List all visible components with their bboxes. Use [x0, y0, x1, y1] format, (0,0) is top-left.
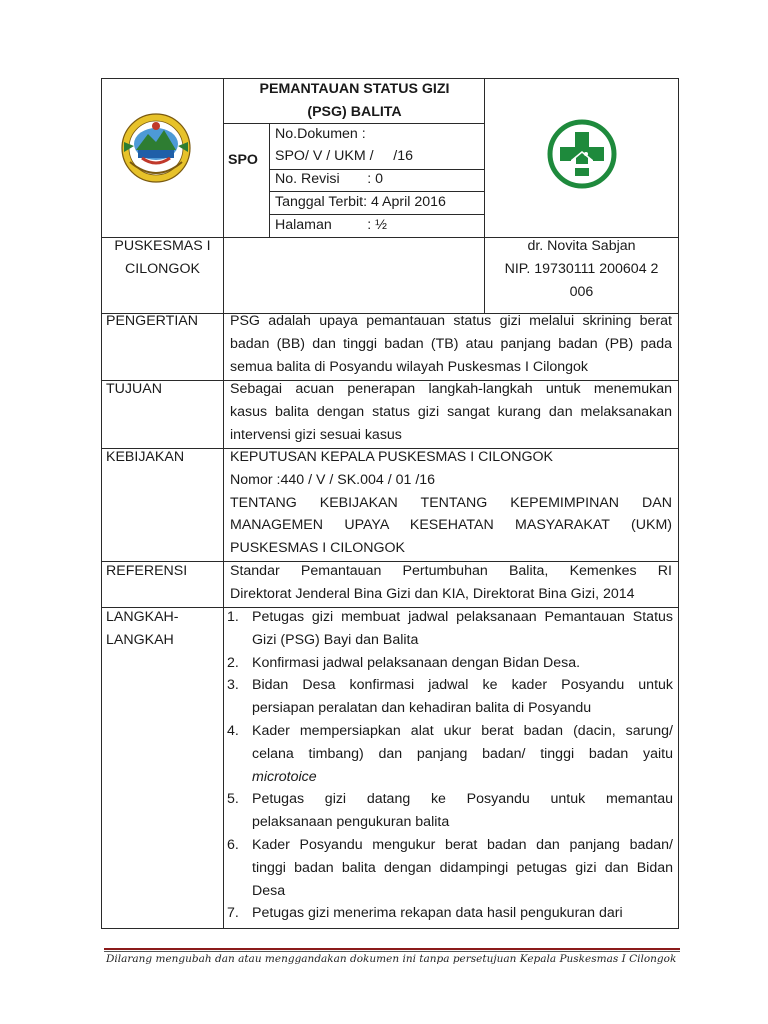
tujuan-text: [230, 378, 672, 446]
step-number: 7.: [227, 905, 239, 922]
page-number: Halaman : ½: [275, 217, 387, 233]
step-line: Petugas gizi membuat jadwal pelaksanaan Pemantauan Status: [252, 609, 673, 625]
kabupaten-emblem-icon: [120, 112, 192, 184]
kebijakan-text: [230, 446, 672, 560]
step-line: Petugas gizi menerima rekapan data hasil pengukuran dari: [252, 905, 623, 922]
step-number: 2.: [227, 654, 239, 671]
langkah-label-line-2: LANGKAH: [106, 631, 174, 648]
doc-number-value: SPO/ V / UKM / /16: [275, 148, 413, 164]
langkah-label-line-1: LANGKAH-: [106, 609, 179, 625]
pengertian-text: [230, 310, 672, 378]
step-line: Bidan Desa konfirmasi jadwal ke kader Posyandu untuk: [252, 677, 673, 694]
referensi-label: REFERENSI: [106, 563, 188, 579]
step-number: 1.: [227, 609, 239, 625]
step-number: 4.: [227, 723, 239, 739]
step-line: tinggi badan balita dengan didampingi petugas gizi dan Bidan: [252, 859, 673, 876]
step-line: microtoice: [252, 768, 317, 785]
pengertian-line: badan (BB) dan tinggi badan (TB) atau panjang badan (PB) pada: [230, 335, 672, 352]
issue-date: Tanggal Terbit: 4 April 2016: [275, 194, 446, 210]
step-line: Konfirmasi jadwal pelaksanaan dengan Bidan Desa.: [252, 654, 581, 671]
step-line: Kader mempersiapkan alat ukur berat badan (dacin, sarung/: [252, 723, 673, 739]
step-line: persiapan peralatan dan kehadiran balita di Posyandu: [252, 700, 592, 717]
step-line: Gizi (PSG) Bayi dan Balita: [252, 631, 419, 648]
doc-number-label: No.Dokumen :: [275, 126, 366, 142]
tujuan-line: Sebagai acuan penerapan langkah-langkah untuk menemukan: [230, 381, 672, 397]
step-line: Kader Posyandu mengukur berat badan dan panjang badan/: [252, 837, 673, 853]
signer-block: [485, 235, 678, 303]
revision-number: No. Revisi : 0: [275, 171, 384, 187]
pengertian-line: PSG adalah upaya pemantauan status gizi melalui skrining berat: [230, 313, 672, 329]
step-line: celana timbang) dan panjang badan/ tinggi badan yaitu: [252, 745, 673, 762]
title-line-2: (PSG) BALITA: [307, 103, 402, 120]
footer-disclaimer: Dilarang mengubah dan atau menggandakan dokumen ini tanpa persetujuan Kepala Puskesmas I Cilongok: [106, 953, 677, 965]
signer-nip-line-1: NIP. 19730111 200604 2: [504, 260, 659, 277]
org-name-line-1: PUSKESMAS I: [114, 238, 211, 254]
pengertian-label: PENGERTIAN: [106, 313, 198, 329]
signer-name: dr. Novita Sabjan: [527, 238, 636, 254]
referensi-line: Standar Pemantauan Pertumbuhan Balita, Kemenkes RI: [230, 563, 672, 579]
tujuan-label: TUJUAN: [106, 381, 162, 397]
kebijakan-line: MANAGEMEN UPAYA KESEHATAN MASYARAKAT (UKM): [230, 517, 672, 534]
referensi-text: [230, 560, 672, 606]
kebijakan-line: TENTANG KEBIJAKAN TENTANG KEPEMIMPINAN DAN: [230, 494, 672, 511]
footer-rule-top: [104, 948, 680, 950]
puskesmas-logo-icon: [546, 118, 618, 190]
step-number: 3.: [227, 677, 239, 694]
kebijakan-line: Nomor :440 / V / SK.004 / 01 /16: [230, 471, 436, 488]
step-number: 6.: [227, 837, 239, 853]
step-number: 5.: [227, 791, 239, 808]
kebijakan-label: KEBIJAKAN: [106, 449, 185, 465]
org-name: [102, 235, 223, 281]
spo-label: SPO: [228, 152, 258, 168]
langkah-label: [106, 606, 179, 652]
tujuan-line: kasus balita dengan status gizi sangat kurang dan melaksanakan: [230, 403, 672, 420]
signer-nip-line-2: 006: [569, 283, 594, 300]
document-title: [224, 78, 485, 124]
kebijakan-line: PUSKESMAS I CILONGOK: [230, 540, 406, 557]
org-name-line-2: CILONGOK: [125, 260, 200, 277]
step-line: pelaksanaan pengukuran balita: [252, 814, 450, 831]
tujuan-line: intervensi gizi sesuai kasus: [230, 426, 402, 443]
step-line: Desa: [252, 882, 286, 899]
pengertian-line: semua balita di Posyandu wilayah Puskesmas I Cilongok: [230, 358, 589, 375]
kebijakan-line: KEPUTUSAN KEPALA PUSKESMAS I CILONGOK: [230, 449, 553, 465]
title-line-1: PEMANTAUAN STATUS GIZI: [259, 81, 450, 97]
referensi-line: Direktorat Jenderal Bina Gizi dan KIA, Direktorat Bina Gizi, 2014: [230, 585, 635, 602]
step-line: Petugas gizi datang ke Posyandu untuk memantau: [252, 791, 673, 808]
footer-rule-bottom: [104, 951, 680, 952]
